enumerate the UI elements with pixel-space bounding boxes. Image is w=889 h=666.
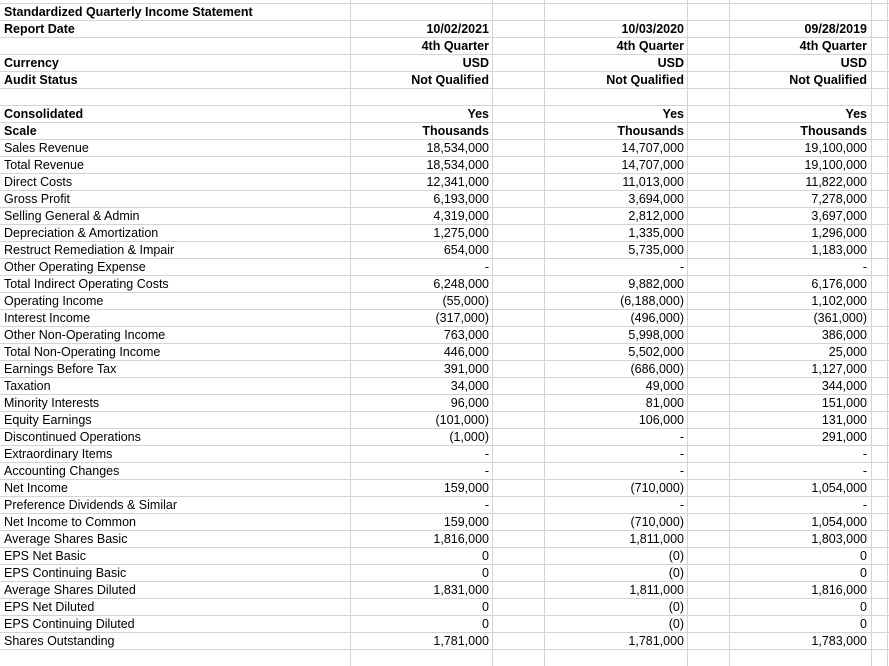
row-label[interactable]: Sales Revenue — [4, 141, 89, 155]
row-label[interactable]: Consolidated — [4, 107, 84, 121]
table-row — [0, 378, 889, 395]
cell-value[interactable]: 1,781,000 — [628, 634, 684, 648]
title-row — [0, 4, 889, 21]
cell-value[interactable]: 1,127,000 — [811, 362, 867, 376]
period-date[interactable]: 09/28/2019 — [804, 22, 867, 36]
row-label[interactable]: Interest Income — [4, 311, 91, 325]
table-row — [0, 565, 889, 582]
cell-value[interactable]: 0 — [860, 600, 867, 614]
cell-value[interactable]: (101,000) — [435, 413, 489, 427]
cell-value[interactable]: 159,000 — [443, 515, 489, 529]
cell-value[interactable]: 1,816,000 — [811, 583, 867, 597]
table-row — [0, 174, 889, 191]
table-row — [0, 463, 889, 480]
cell-value[interactable]: Thousands — [800, 124, 867, 138]
period-audit-status[interactable]: Not Qualified — [606, 73, 684, 87]
cell-value[interactable]: 12,341,000 — [426, 175, 489, 189]
table-row — [0, 310, 889, 327]
cell-value[interactable]: (317,000) — [435, 311, 489, 325]
table-row — [0, 361, 889, 378]
cell-value[interactable]: 1,831,000 — [433, 583, 489, 597]
row-label[interactable]: Total Revenue — [4, 158, 84, 172]
cell-value[interactable]: 1,816,000 — [433, 532, 489, 546]
period-quarter[interactable]: 4th Quarter — [616, 39, 684, 53]
row-label[interactable]: EPS Continuing Diluted — [4, 617, 135, 631]
cell-value[interactable]: 1,803,000 — [811, 532, 867, 546]
cell-value[interactable]: - — [679, 447, 684, 461]
row-label[interactable]: Extraordinary Items — [4, 447, 113, 461]
cell-value[interactable]: 1,102,000 — [811, 294, 867, 308]
cell-value[interactable]: - — [484, 447, 489, 461]
cell-value[interactable]: - — [484, 464, 489, 478]
cell-value[interactable]: (1,000) — [449, 430, 489, 444]
table-row — [0, 599, 889, 616]
cell-value[interactable]: 0 — [482, 600, 489, 614]
period-currency[interactable]: USD — [462, 56, 489, 70]
cell-value[interactable]: 0 — [860, 566, 867, 580]
cell-value[interactable]: Yes — [845, 107, 867, 121]
table-row — [0, 140, 889, 157]
table-row — [0, 480, 889, 497]
cell-value[interactable]: 7,278,000 — [811, 192, 867, 206]
cell-value[interactable]: 6,248,000 — [433, 277, 489, 291]
cell-value[interactable]: 344,000 — [821, 379, 867, 393]
report-date-row — [0, 21, 889, 38]
table-row — [0, 293, 889, 310]
cell-value[interactable]: - — [484, 498, 489, 512]
cell-value[interactable]: 1,296,000 — [811, 226, 867, 240]
cell-value[interactable]: 34,000 — [450, 379, 489, 393]
period-quarter[interactable]: 4th Quarter — [799, 39, 867, 53]
statement-title[interactable]: Standardized Quarterly Income Statement — [4, 5, 253, 19]
table-row — [0, 497, 889, 514]
cell-value[interactable]: 1,183,000 — [811, 243, 867, 257]
audit-status-row — [0, 72, 889, 89]
cell-value[interactable]: 159,000 — [443, 481, 489, 495]
cell-value[interactable]: (710,000) — [630, 515, 684, 529]
row-label[interactable]: Discontinued Operations — [4, 430, 141, 444]
table-row — [0, 429, 889, 446]
cell-value[interactable]: 0 — [860, 617, 867, 631]
currency-label[interactable]: Currency — [4, 56, 59, 70]
cell-value[interactable]: 19,100,000 — [804, 141, 867, 155]
cell-value[interactable]: 0 — [482, 549, 489, 563]
cell-value[interactable]: 9,882,000 — [628, 277, 684, 291]
table-row — [0, 548, 889, 565]
period-audit-status[interactable]: Not Qualified — [789, 73, 867, 87]
cell-value[interactable]: 6,193,000 — [433, 192, 489, 206]
cell-value[interactable]: 14,707,000 — [621, 158, 684, 172]
period-currency[interactable]: USD — [657, 56, 684, 70]
cell-value[interactable]: 291,000 — [821, 430, 867, 444]
consolidated-row — [0, 106, 889, 123]
row-label[interactable]: Net Income to Common — [4, 515, 136, 529]
cell-value[interactable]: 5,502,000 — [628, 345, 684, 359]
cell-value[interactable]: 0 — [860, 549, 867, 563]
table-row — [0, 616, 889, 633]
table-row — [0, 395, 889, 412]
period-date[interactable]: 10/03/2020 — [621, 22, 684, 36]
row-label[interactable]: Other Operating Expense — [4, 260, 146, 274]
cell-value[interactable]: 1,275,000 — [433, 226, 489, 240]
table-row — [0, 242, 889, 259]
quarter-row — [0, 38, 889, 55]
row-label[interactable]: Minority Interests — [4, 396, 100, 410]
cell-value[interactable]: - — [679, 260, 684, 274]
cell-value[interactable]: 1,054,000 — [811, 481, 867, 495]
row-label[interactable]: Total Non-Operating Income — [4, 345, 161, 359]
table-row — [0, 259, 889, 276]
cell-value[interactable]: Yes — [467, 107, 489, 121]
period-quarter[interactable]: 4th Quarter — [421, 39, 489, 53]
cell-value[interactable]: (0) — [668, 600, 684, 614]
table-row — [0, 514, 889, 531]
cell-value[interactable]: 3,697,000 — [811, 209, 867, 223]
table-row — [0, 446, 889, 463]
cell-value[interactable]: - — [679, 498, 684, 512]
cell-value[interactable]: 1,811,000 — [629, 532, 684, 546]
report-date-label[interactable]: Report Date — [4, 22, 75, 36]
cell-value[interactable]: (0) — [668, 617, 684, 631]
cell-value[interactable]: 4,319,000 — [433, 209, 489, 223]
cell-value[interactable]: 0 — [482, 617, 489, 631]
cell-value[interactable]: 131,000 — [821, 413, 867, 427]
cell-value[interactable]: 11,822,000 — [805, 175, 867, 189]
cell-value[interactable]: 11,013,000 — [622, 175, 684, 189]
row-label[interactable]: EPS Continuing Basic — [4, 566, 127, 580]
cell-value[interactable]: 3,694,000 — [628, 192, 684, 206]
cell-value[interactable]: 1,783,000 — [811, 634, 867, 648]
cell-value[interactable]: 446,000 — [443, 345, 489, 359]
table-row — [0, 327, 889, 344]
cell-value[interactable]: 391,000 — [443, 362, 489, 376]
table-row — [0, 208, 889, 225]
row-label[interactable]: Direct Costs — [4, 175, 73, 189]
row-label[interactable]: Net Income — [4, 481, 68, 495]
cell-value[interactable]: (361,000) — [813, 311, 867, 325]
row-label[interactable]: Restruct Remediation & Impair — [4, 243, 175, 257]
table-row — [0, 633, 889, 650]
cell-value[interactable]: 2,812,000 — [628, 209, 684, 223]
table-row — [0, 157, 889, 174]
cell-value[interactable]: 1,054,000 — [811, 515, 867, 529]
row-label[interactable]: Operating Income — [4, 294, 104, 308]
cell-value[interactable]: 763,000 — [443, 328, 489, 342]
row-label[interactable]: Preference Dividends & Similar — [4, 498, 177, 512]
row-label[interactable]: Selling General & Admin — [4, 209, 140, 223]
cell-value[interactable]: (55,000) — [442, 294, 489, 308]
cell-value[interactable]: 96,000 — [450, 396, 489, 410]
cell-value[interactable]: 386,000 — [821, 328, 867, 342]
cell-value[interactable]: 19,100,000 — [804, 158, 867, 172]
row-label[interactable]: Equity Earnings — [4, 413, 92, 427]
cell-value[interactable]: 1,335,000 — [628, 226, 684, 240]
row-label[interactable]: Depreciation & Amortization — [4, 226, 159, 240]
table-row — [0, 582, 889, 599]
cell-value[interactable]: - — [862, 447, 867, 461]
row-label[interactable]: Gross Profit — [4, 192, 70, 206]
row-label[interactable]: Average Shares Diluted — [4, 583, 136, 597]
currency-row — [0, 55, 889, 72]
cell-value[interactable]: - — [862, 498, 867, 512]
cell-value[interactable]: - — [679, 430, 684, 444]
cell-value[interactable]: - — [484, 260, 489, 274]
scale-row — [0, 123, 889, 140]
cell-value[interactable]: 5,735,000 — [628, 243, 684, 257]
cell-value[interactable]: 6,176,000 — [811, 277, 867, 291]
period-audit-status[interactable]: Not Qualified — [411, 73, 489, 87]
cell-value[interactable]: - — [862, 260, 867, 274]
table-row — [0, 531, 889, 548]
cell-value[interactable]: 18,534,000 — [426, 158, 489, 172]
cell-value[interactable]: 654,000 — [443, 243, 489, 257]
table-row — [0, 412, 889, 429]
cell-value[interactable]: 25,000 — [828, 345, 867, 359]
audit-status-label[interactable]: Audit Status — [4, 73, 78, 87]
table-row — [0, 276, 889, 293]
row-label[interactable]: Other Non-Operating Income — [4, 328, 166, 342]
cell-value[interactable]: 0 — [482, 566, 489, 580]
cell-value[interactable]: (686,000) — [630, 362, 684, 376]
period-currency[interactable]: USD — [840, 56, 867, 70]
cell-value[interactable]: 106,000 — [638, 413, 684, 427]
row-label[interactable]: EPS Net Basic — [4, 549, 86, 563]
table-row — [0, 225, 889, 242]
cell-value[interactable]: (0) — [668, 549, 684, 563]
table-row — [0, 344, 889, 361]
row-label[interactable]: EPS Net Diluted — [4, 600, 95, 614]
cell-value[interactable]: (710,000) — [630, 481, 684, 495]
row-label[interactable]: Scale — [4, 124, 37, 138]
period-date[interactable]: 10/02/2021 — [426, 22, 489, 36]
cell-value[interactable]: - — [862, 464, 867, 478]
cell-value[interactable]: 5,998,000 — [628, 328, 684, 342]
cell-value[interactable]: 49,000 — [645, 379, 684, 393]
cell-value[interactable]: 151,000 — [821, 396, 867, 410]
cell-value[interactable]: (0) — [668, 566, 684, 580]
row-label[interactable]: Accounting Changes — [4, 464, 120, 478]
cell-value[interactable]: (6,188,000) — [620, 294, 684, 308]
cell-value[interactable]: (496,000) — [630, 311, 684, 325]
cell-value[interactable]: 18,534,000 — [426, 141, 489, 155]
row-label[interactable]: Earnings Before Tax — [4, 362, 117, 376]
table-row — [0, 191, 889, 208]
cell-value[interactable]: - — [679, 464, 684, 478]
row-label[interactable]: Taxation — [4, 379, 51, 393]
row-label[interactable]: Average Shares Basic — [4, 532, 128, 546]
cell-value[interactable]: 14,707,000 — [621, 141, 684, 155]
cell-value[interactable]: 81,000 — [645, 396, 684, 410]
row-label[interactable]: Shares Outstanding — [4, 634, 115, 648]
row-label[interactable]: Total Indirect Operating Costs — [4, 277, 169, 291]
cell-value[interactable]: Yes — [662, 107, 684, 121]
cell-value[interactable]: 1,781,000 — [433, 634, 489, 648]
cell-value[interactable]: Thousands — [422, 124, 489, 138]
cell-value[interactable]: 1,811,000 — [629, 583, 684, 597]
cell-value[interactable]: Thousands — [617, 124, 684, 138]
